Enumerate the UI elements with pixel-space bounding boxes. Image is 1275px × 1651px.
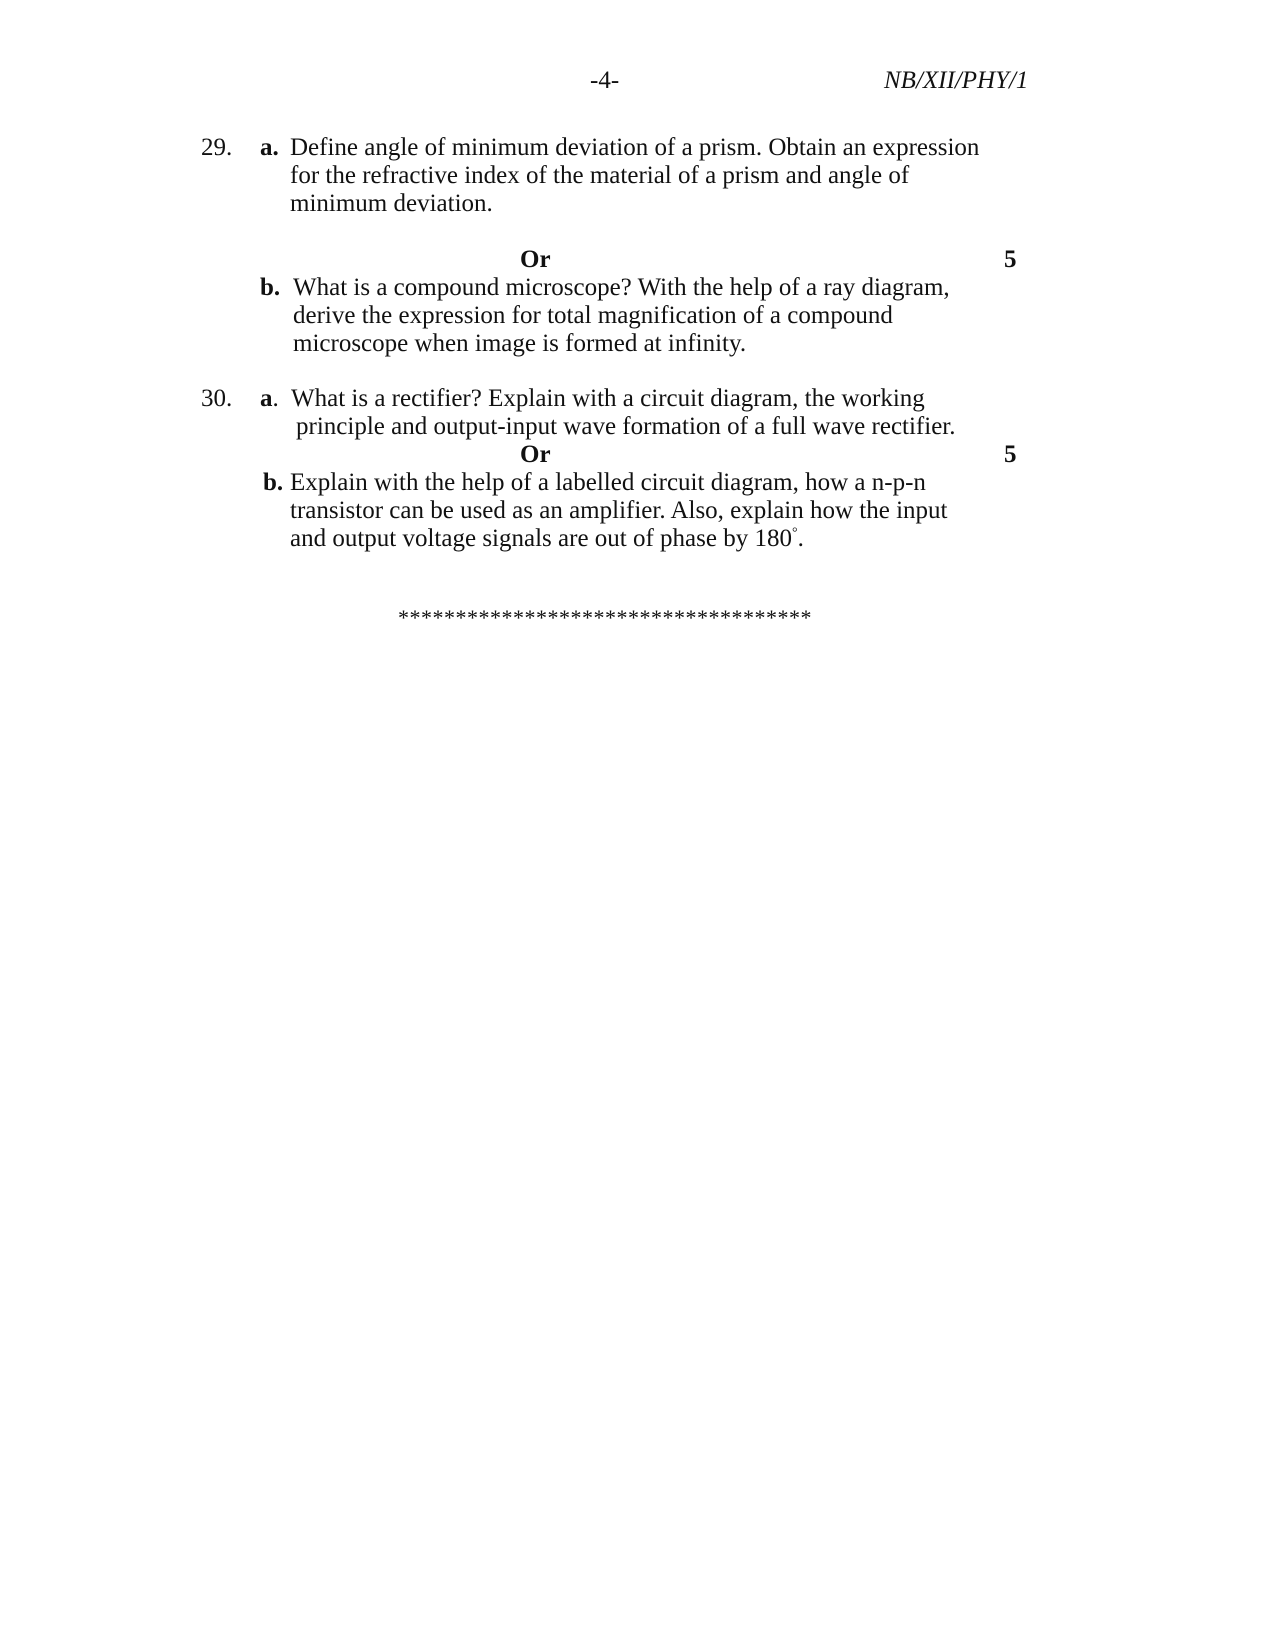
end-of-paper-marker: ************************************ [398,605,812,630]
q30-option-b-label: b. [263,469,284,496]
q30-or-separator: Or [520,441,551,468]
q29-option-a-line-3: minimum deviation. [290,190,493,217]
q30-option-b-line-2: transistor can be used as an amplifier. Also, explain how the input [290,497,948,524]
q30-option-a-line-1: What is a rectifier? Explain with a circuit diagram, the working [291,385,925,412]
page-number: -4- [590,67,620,94]
q29-option-b-line-2: derive the expression for total magnification of a compound [293,302,893,329]
q29-option-b-line-1: What is a compound microscope? With the help of a ray diagram, [293,274,950,301]
q30-marks: 5 [1004,441,1017,468]
question-number-29: 29. [201,134,233,161]
q30-option-b-line-1: Explain with the help of a labelled circuit diagram, how a n-p-n [290,469,926,496]
q30-option-b-line-3-end: . [797,525,804,552]
q30-option-b-line-3-text: and output voltage signals are out of phase by 180 [290,525,792,552]
degree-symbol: ° [791,525,798,541]
q29-or-separator: Or [520,246,551,273]
q29-option-a-line-2: for the refractive index of the material of a prism and angle of [290,162,910,189]
paper-code: NB/XII/PHY/1 [884,67,1029,94]
q30-option-a-letter: a [260,385,273,412]
question-number-30: 30. [201,385,233,412]
q29-option-b-line-3: microscope when image is formed at infinity. [293,330,747,357]
q29-option-a-line-1: Define angle of minimum deviation of a prism. Obtain an expression [290,134,980,161]
q29-marks: 5 [1004,246,1017,273]
q30-option-b-line-3 [290,524,804,553]
q30-option-a-label [260,384,279,413]
q29-option-b-label: b. [260,274,281,301]
q29-option-a-label: a. [260,134,279,161]
q30-option-a-dot: . [272,385,279,412]
q30-option-a-line-2: principle and output-input wave formation of a full wave rectifier. [296,413,956,440]
